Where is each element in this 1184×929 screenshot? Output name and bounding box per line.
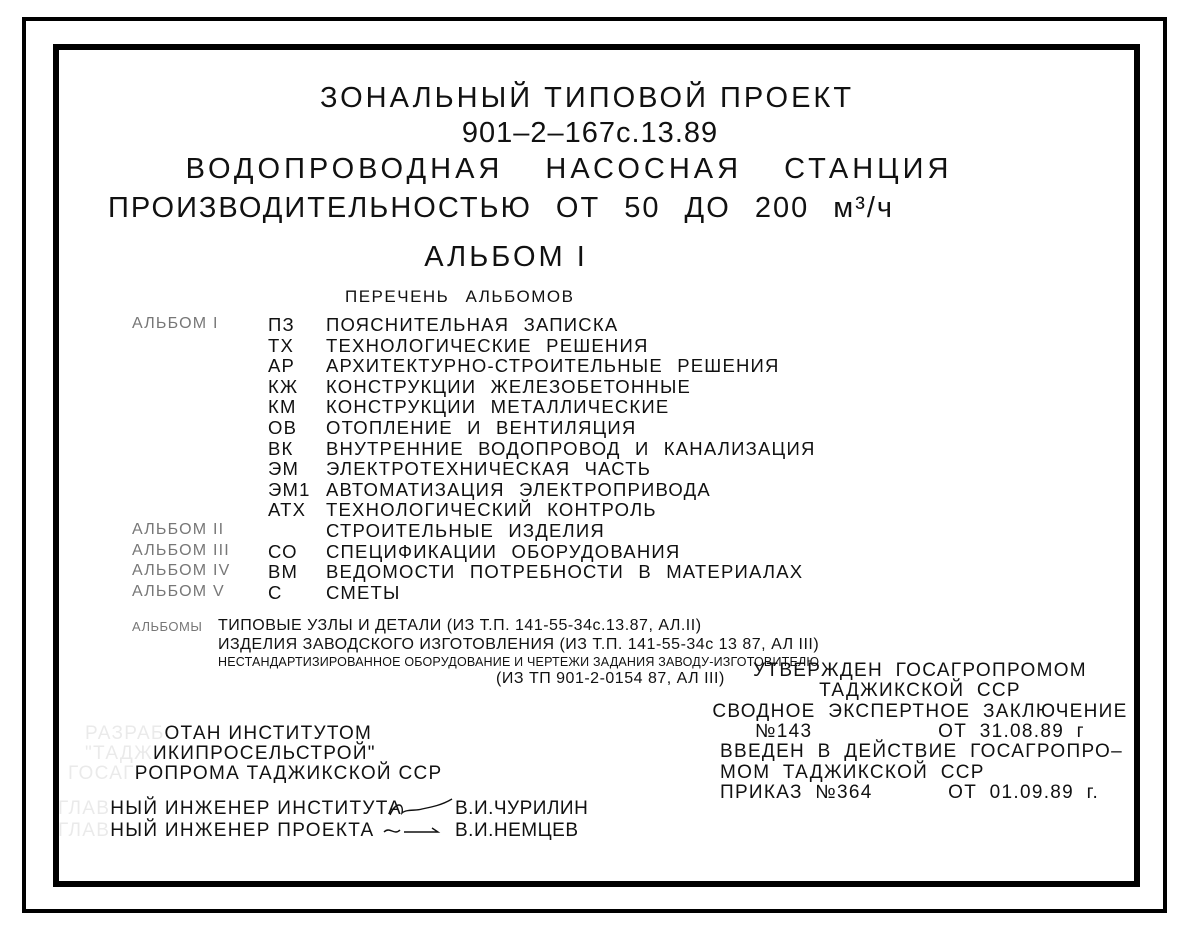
album-code: ОВ [268,417,298,438]
album-name: ВНУТРЕННИЕ ВОДОПРОВОД И КАНАЛИЗАЦИЯ [326,437,816,459]
signature-row [58,799,402,818]
approval-line: ВВЕДЕН В ДЕЙСТВИЕ ГОСАГРОПРО– [720,741,1123,763]
album-code: АР [268,355,296,377]
album-name: КОНСТРУКЦИИ ЖЕЛЕЗОБЕТОННЫЕ [326,375,692,397]
notes-line: ТИПОВЫЕ УЗЛЫ И ДЕТАЛИ (ИЗ Т.П. 141-55-34с.13.87, АЛ.II) [218,617,702,634]
approval-line: УТВЕРЖДЕН ГОСАГРОПРОМОМ [753,660,1087,681]
list-title: ПЕРЕЧЕНЬ АЛЬБОМОВ [345,287,575,306]
approval-line: МОМ ТАДЖИКСКОЙ ССР [720,761,985,783]
approval-line: ПРИКАЗ №364 ОТ 01.09.89 г. [720,781,1100,803]
album-name: АВТОМАТИЗАЦИЯ ЭЛЕКТРОПРИВОДА [326,478,711,500]
album-name: ТЕХНОЛОГИЧЕСКИЙ КОНТРОЛЬ [326,499,657,521]
album-code: ПЗ [268,314,295,335]
notes-line: (ИЗ ТП 901-2-0154 87, АЛ III) [496,670,725,687]
album-name: ТЕХНОЛОГИЧЕСКИЕ РЕШЕНИЯ [326,334,649,356]
album-name: ВЕДОМОСТИ ПОТРЕБНОСТИ В МАТЕРИАЛАХ [326,561,804,583]
project-type: ЗОНАЛЬНЫЙ ТИПОВОЙ ПРОЕКТ [319,82,855,114]
approval-line: ТАДЖИКСКОЙ ССР [819,680,1021,702]
album-code: ЭМ1 [268,478,311,500]
album-name: ОТОПЛЕНИЕ И ВЕНТИЛЯЦИЯ [326,417,637,438]
signature-mark [386,795,456,823]
album-name: АРХИТЕКТУРНО-СТРОИТЕЛЬНЫЕ РЕШЕНИЯ [326,355,780,377]
developer-text: ОТАН ИНСТИТУТОМ [164,723,373,744]
faded-text: РАЗРАБ [85,723,165,744]
signature-name: В.И.ЧУРИЛИН [455,798,589,819]
signature-mark [380,822,446,842]
album-name: КОНСТРУКЦИИ МЕТАЛЛИЧЕСКИЕ [326,396,670,418]
album-label: АЛЬБОМ II [132,521,225,538]
album-label: АЛЬБОМ III [132,541,230,559]
faded-text: ГЛАВ [58,820,111,841]
developer-line [85,724,372,743]
approval-line: СВОДНОЕ ЭКСПЕРТНОЕ ЗАКЛЮЧЕНИЕ [712,700,1128,722]
faded-text: ГОСАГ [68,763,135,784]
album-name: СТРОИТЕЛЬНЫЕ ИЗДЕЛИЯ [326,520,605,541]
signature-row [58,821,374,840]
album-code: АТХ [268,499,307,521]
developer-text: ИКИПРОСЕЛЬСТРОЙ" [152,743,376,764]
notes-label: АЛЬБОМЫ [132,619,203,634]
developer-text: РОПРОМА ТАДЖИКСКОЙ ССР [134,763,443,784]
developer-line [68,764,442,783]
album-code: ВМ [268,561,299,583]
album-label: АЛЬБОМ IV [132,562,231,580]
notes-line: ИЗДЕЛИЯ ЗАВОДСКОГО ИЗГОТОВЛЕНИЯ (ИЗ Т.П. 141-55-34с 13 87, АЛ III) [218,636,820,653]
faded-text: "ТАДЖ [85,743,153,764]
signature-role: НЫЙ ИНЖЕНЕР ИНСТИТУТА [110,798,403,819]
project-capacity: ПРОИЗВОДИТЕЛЬНОСТЬЮ ОТ 50 ДО 200 м³/ч [107,192,895,224]
album-name: СМЕТЫ [326,581,401,603]
notes-line: НЕСТАНДАРТИЗИРОВАННОЕ ОБОРУДОВАНИЕ И ЧЕРТЕЖИ ЗАДАНИЯ ЗАВОДУ-ИЗГОТОВИТЕЛЮ [218,655,820,669]
album-code: КЖ [268,375,299,397]
album-code: С [268,581,283,603]
album-code: ВК [268,437,294,459]
album-name: ПОЯСНИТЕЛЬНАЯ ЗАПИСКА [326,314,619,335]
project-name: ВОДОПРОВОДНАЯ НАСОСНАЯ СТАНЦИЯ [185,153,953,185]
album-code: ТХ [268,334,295,356]
faded-text: ГЛАВ [58,798,111,819]
album-label: АЛЬБОМ V [132,582,225,600]
album-code: ЭМ [268,458,300,480]
approval-line: №143 ОТ 31.08.89 г [755,720,1085,742]
album-label: АЛЬБОМ I [132,315,219,332]
album-name: ЭЛЕКТРОТЕХНИЧЕСКАЯ ЧАСТЬ [326,458,652,480]
signature-role: НЫЙ ИНЖЕНЕР ПРОЕКТА [110,820,375,841]
project-number: 901–2–167с.13.89 [461,117,719,149]
album-code: СО [268,540,298,562]
signature-name: В.И.НЕМЦЕВ [455,820,579,841]
album-code: КМ [268,396,297,418]
album-name: СПЕЦИФИКАЦИИ ОБОРУДОВАНИЯ [326,540,681,562]
developer-line [85,744,376,763]
album-title: АЛЬБОМ I [424,241,588,273]
